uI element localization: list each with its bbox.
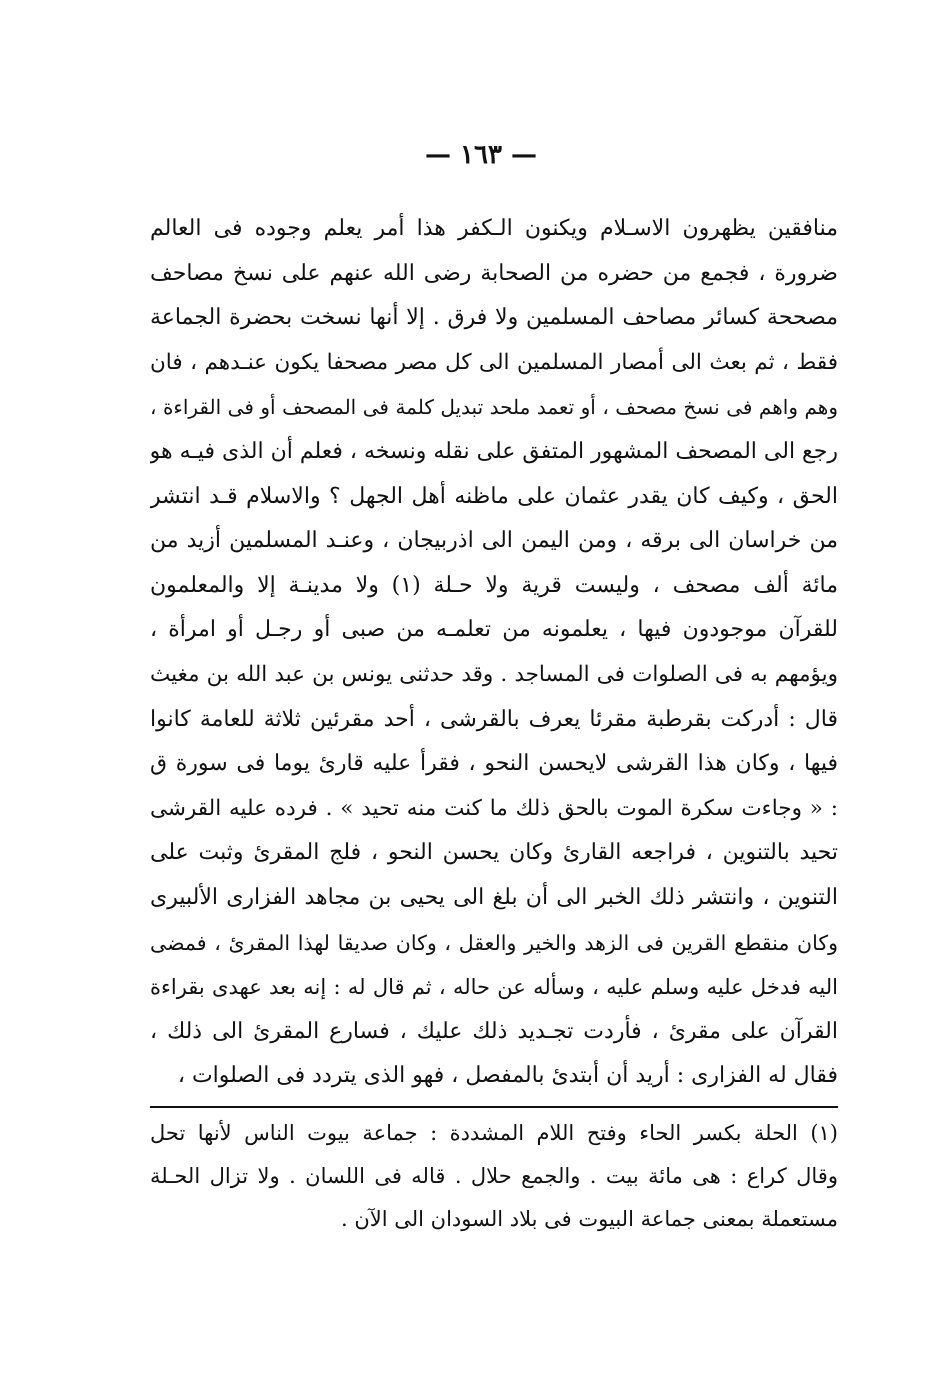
text-line: وكان منقطع القرين فى الزهد والخير والعقل ، وكان صديقا لهذا المقرئ ، فمضى [150, 930, 838, 955]
text-line: مائة ألف مصحف ، وليست قرية ولا حـلة (١) ولا مدينـة إلا والمعلمون [150, 572, 838, 598]
text-line: فيها ، وكان هذا القرشى لايحسن النحو ، فقرأ عليه قارئ يوما فى سورة ق [150, 751, 838, 777]
footnote-block [150, 1112, 838, 1241]
footnote-line: (١) الحلة بكسر الحاء وفتح اللام المشددة : جماعة بيوت الناس لأنها تحل [150, 1121, 838, 1145]
text-line: : « وجاءت سكرة الموت بالحق ذلك ما كنت منه تحيد » . فرده عليه القرشى [150, 795, 838, 821]
text-line: منافقين يظهرون الاسـلام ويكنون الـكفر هذا أمر يعلم وجوده فى العالم [150, 216, 838, 241]
text-line: التنوين ، وانتشر ذلك الخبر الى أن بلغ الى يحيى بن مجاهد الفزارى الألبيرى [150, 884, 838, 910]
text-line: الحق ، وكيف كان يقدر عثمان على ماظنه أهل الجهل ؟ والاسلام قـد انتشر [150, 483, 838, 509]
footnote-line: مستعملة بمعنى جماعة البيوت فى بلاد السودان الى الآن . [340, 1207, 838, 1231]
footnote-divider [150, 1106, 838, 1108]
main-text-block [150, 207, 838, 1099]
text-line: ويؤمهم به فى الصلوات فى المساجد . وقد حدثنى يونس بن عبد الله بن مغيث [150, 661, 838, 687]
text-line: فقال له الفزارى : أريد أن أبتدئ بالمفصل ، فهو الذى يتردد فى الصلوات ، [177, 1063, 838, 1089]
text-line: قال : أدركت بقرطبة مقرئا يعرف بالقرشى ، أحد مقرئين ثلاثة للعامة كانوا [150, 706, 838, 732]
text-line: ضرورة ، فجمع من حضره من الصحابة رضى الله عنهم على نسخ مصاحف [150, 260, 838, 286]
text-line: مصححة كسائر مصاحف المسلمين ولا فرق . إلا أنها نسخت بحضرة الجماعة [150, 305, 838, 331]
text-line: للقرآن موجودون فيها ، يعلمونه من تعلمـه من صبى أو رجـل أو امرأة ، [150, 617, 838, 643]
text-line: وهم واهم فى نسخ مصحف ، أو تعمد ملحد تبديل كلمة فى المصحف أو فى القراءة ، [150, 395, 838, 420]
text-line: تحيد بالتنوين ، فراجعه القارئ وكان يحسن النحو ، فلج المقرئ وثبت على [150, 840, 838, 866]
page-number: — ١٦٣ — [424, 140, 538, 170]
text-line: رجع الى المصحف المشهور المتفق على نقله ونسخه ، فعلم أن الذى فيـه هو [150, 438, 838, 464]
text-line: القرآن على مقرئ ، فأردت تجـديد ذلك عليك ، فسارع المقرئ الى ذلك ، [150, 1018, 838, 1044]
footnote-line: وقال كراع : هى مائة بيت . والجمع حلال . قاله فى اللسان . ولا تزال الحـلة [150, 1164, 838, 1188]
text-line: من خراسان الى برقه ، ومن اليمن الى اذربيجان ، وعنـد المسلمين أزيد من [150, 528, 838, 554]
text-line: اليه فدخل عليه وسلم عليه ، وسأله عن حاله ، ثم قال له : إنه بعد عهدى بقراءة [150, 975, 838, 1000]
text-line: فقط ، ثم بعث الى أمصار المسلمين الى كل مصر مصحفا يكون عنـدهم ، فان [150, 349, 838, 375]
